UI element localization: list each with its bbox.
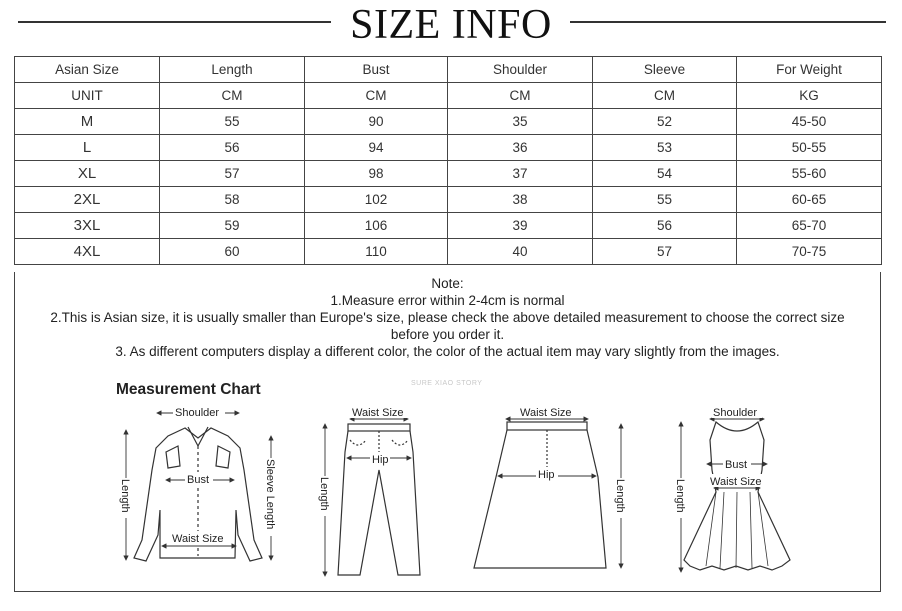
- page-title: SIZE INFO: [350, 2, 552, 48]
- pants-waist-label: Waist Size: [352, 407, 404, 419]
- size-cell: L: [15, 135, 160, 161]
- pants-length-label: Length: [318, 477, 330, 511]
- shirt-shoulder-label: Shoulder: [175, 407, 220, 419]
- table-cell: 40: [448, 239, 593, 265]
- table-cell: 55: [160, 109, 305, 135]
- table-cell: 55-60: [737, 161, 882, 187]
- shirt-length-label: Length: [119, 479, 131, 513]
- table-cell: 90: [305, 109, 448, 135]
- skirt-measure-lines: [498, 419, 621, 568]
- shirt-bust-label: Bust: [187, 474, 210, 486]
- size-cell: XL: [15, 161, 160, 187]
- skirt-hip-label: Hip: [538, 469, 555, 481]
- table-cell: 38: [448, 187, 593, 213]
- table-cell: 58: [160, 187, 305, 213]
- unit-cell: CM: [305, 83, 448, 109]
- pants-labels: [318, 405, 408, 516]
- watermark: SURE XIAO STORY: [411, 380, 483, 387]
- table-cell: 37: [448, 161, 593, 187]
- table-cell: 56: [160, 135, 305, 161]
- size-cell: 3XL: [15, 213, 160, 239]
- skirt-waist-label: Waist Size: [520, 407, 572, 419]
- header-cell: Length: [160, 57, 305, 83]
- table-cell: 35: [448, 109, 593, 135]
- table-cell: 57: [160, 161, 305, 187]
- dress-labels: [674, 405, 765, 518]
- table-cell: 36: [448, 135, 593, 161]
- pants-illustration: [338, 424, 420, 575]
- table-cell: 53: [593, 135, 737, 161]
- table-cell: 98: [305, 161, 448, 187]
- table-cell: 56: [593, 213, 737, 239]
- shirt-waist-label: Waist Size: [172, 533, 224, 545]
- table-cell: 60: [160, 239, 305, 265]
- header-cell: Shoulder: [448, 57, 593, 83]
- header-cell: Asian Size: [15, 57, 160, 83]
- table-cell: 65-70: [737, 213, 882, 239]
- size-cell: M: [15, 109, 160, 135]
- table-cell: 102: [305, 187, 448, 213]
- dress-illustration: [684, 422, 790, 570]
- shirt-sleeve-label: Sleeve Length: [264, 459, 276, 530]
- dress-bust-label: Bust: [725, 459, 748, 471]
- table-cell: 39: [448, 213, 593, 239]
- dress-length-label: Length: [674, 479, 686, 513]
- table-cell: 70-75: [737, 239, 882, 265]
- table-cell: 60-65: [737, 187, 882, 213]
- dress-shoulder-label: Shoulder: [713, 407, 758, 419]
- note-heading: Note:: [431, 276, 464, 291]
- dress-waist-label: Waist Size: [710, 476, 762, 488]
- header-cell: For Weight: [737, 57, 882, 83]
- unit-cell: UNIT: [15, 83, 160, 109]
- note-line-1: 1.Measure error within 2-4cm is normal: [330, 293, 565, 308]
- header-cell: Sleeve: [593, 57, 737, 83]
- table-cell: 55: [593, 187, 737, 213]
- table-cell: 110: [305, 239, 448, 265]
- note-line-2-continued: before you order it.: [390, 327, 505, 342]
- table-cell: 52: [593, 109, 737, 135]
- unit-cell: KG: [737, 83, 882, 109]
- pants-measure-lines: [325, 419, 411, 576]
- size-cell: 2XL: [15, 187, 160, 213]
- table-cell: 94: [305, 135, 448, 161]
- skirt-length-label: Length: [614, 479, 626, 513]
- skirt-illustration: [474, 422, 606, 568]
- header-cell: Bust: [305, 57, 448, 83]
- measurement-chart-title: Measurement Chart: [116, 381, 261, 398]
- size-cell: 4XL: [15, 239, 160, 265]
- table-cell: 57: [593, 239, 737, 265]
- note-line-3: 3. As different computers display a different color, the color of the actual item may vary slightly from the images.: [115, 344, 780, 359]
- table-cell: 59: [160, 213, 305, 239]
- table-cell: 106: [305, 213, 448, 239]
- table-cell: 54: [593, 161, 737, 187]
- note-line-2: 2.This is Asian size, it is usually smaller than Europe's size, please check the above detailed measurement to choose the correct size: [50, 310, 845, 325]
- pants-hip-label: Hip: [372, 454, 389, 466]
- unit-cell: CM: [160, 83, 305, 109]
- unit-cell: CM: [593, 83, 737, 109]
- table-cell: 45-50: [737, 109, 882, 135]
- unit-cell: CM: [448, 83, 593, 109]
- table-cell: 50-55: [737, 135, 882, 161]
